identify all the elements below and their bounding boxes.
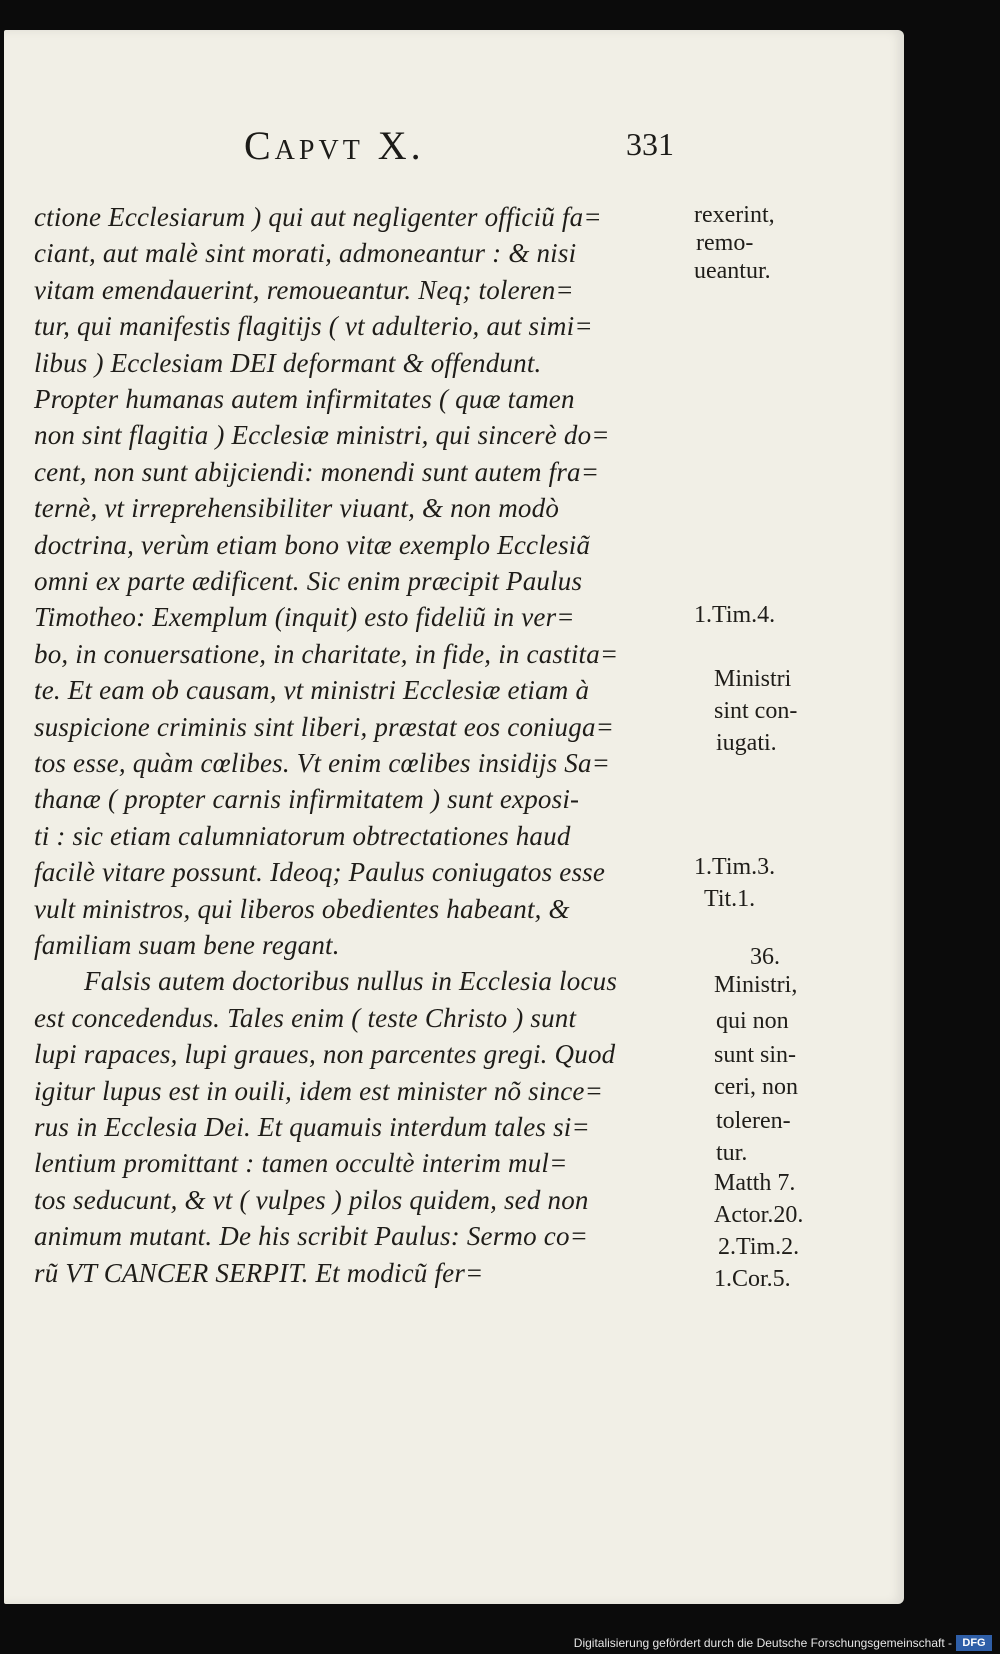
margin-note: ceri, non (714, 1074, 798, 1100)
text-line: tos esse, quàm cœlibes. Vt enim cœlibes insidijs Sa= (34, 748, 611, 778)
margin-note: Actor.20. (714, 1202, 804, 1228)
margin-note: qui non (716, 1008, 789, 1034)
footer-bar (0, 1630, 1000, 1654)
margin-note: Matth 7. (714, 1170, 796, 1196)
text-line: est concedendus. Tales enim ( teste Christo ) sunt (34, 1002, 577, 1033)
page-header (244, 122, 674, 172)
text-line: ciant, aut malè sint morati, admoneantur : & nisi (34, 238, 577, 269)
margin-note: 1.Tim.4. (694, 602, 776, 628)
text-line: libus ) Ecclesiam DEI deformant & offendunt. (34, 347, 542, 378)
margin-note: remo- (696, 230, 754, 256)
text-line: thanæ ( propter carnis infirmitatem ) sunt exposi- (34, 784, 580, 815)
text-line: ternè, vt irreprehensibiliter viuant, & non modò (34, 493, 560, 524)
book-page (4, 30, 904, 1604)
text-line: vult ministros, qui liberos obedientes habeant, & (34, 893, 570, 924)
margin-note: 36. (750, 944, 780, 970)
margin-note: Ministri (714, 666, 792, 692)
margin-note: 1.Cor.5. (714, 1266, 791, 1292)
text-line: te. Et eam ob causam, vt ministri Ecclesiæ etiam à (34, 675, 590, 706)
page-number: 331 (626, 126, 674, 162)
text-line: non sint flagitia ) Ecclesiæ ministri, qui sincerè do= (34, 420, 610, 451)
text-line: animum mutant. De his scribit Paulus: Sermo co= (34, 1221, 589, 1252)
text-line: lupi rapaces, lupi graues, non parcentes gregi. Quod (34, 1039, 616, 1070)
margin-note: tur. (716, 1140, 748, 1166)
text-line: familiam suam bene regant. (34, 930, 340, 960)
text-line: bo, in conuersatione, in charitate, in fide, in castita= (34, 638, 619, 669)
dfg-logo: DFG (956, 1635, 992, 1651)
margin-note: Tit.1. (704, 886, 756, 912)
text-line: cent, non sunt abijciendi: monendi sunt autem fra= (34, 456, 600, 487)
margin-note: sint con- (714, 698, 798, 724)
text-line: rũ VT CANCER SERPIT. Et modicũ fer= (34, 1257, 484, 1288)
text-line: Timotheo: Exemplum (inquit) esto fideliũ in ver= (34, 602, 575, 633)
margin-note: Ministri, (714, 972, 798, 998)
text-line: doctrina, verùm etiam bono vitæ exemplo Ecclesiã (34, 529, 591, 560)
text-line: tur, qui manifestis flagitijs ( vt adulterio, aut simi= (34, 311, 593, 342)
margin-note: toleren- (716, 1108, 791, 1134)
digitization-credit: Digitalisierung gefördert durch die Deutsche Forschungsgemeinschaft - (573, 1636, 952, 1650)
text-line: vitam emendauerint, remoueantur. Neq; toleren= (34, 274, 574, 305)
running-head: Capvt X. (244, 123, 425, 168)
text-line: lentium promittant : tamen occultè interim mul= (34, 1148, 568, 1179)
text-line: Propter humanas autem infirmitates ( quæ tamen (34, 384, 575, 414)
text-line: Falsis autem doctoribus nullus in Ecclesia locus (84, 966, 618, 997)
text-line: ctione Ecclesiarum ) qui aut negligenter officiũ fa= (34, 202, 602, 232)
text-line: omni ex parte ædificent. Sic enim præcipit Paulus (34, 566, 583, 596)
margin-note: 1.Tim.3. (694, 854, 776, 880)
margin-note: iugati. (716, 730, 777, 756)
margin-note: 2.Tim.2. (718, 1234, 800, 1260)
margin-note: sunt sin- (714, 1042, 797, 1068)
margin-note: rexerint, (694, 202, 775, 228)
margin-note: ueantur. (694, 258, 771, 284)
text-line: facilè vitare possunt. Ideoq; Paulus coniugatos esse (34, 857, 606, 888)
text-line: suspicione criminis sint liberi, præstat eos coniuga= (34, 711, 615, 742)
text-line: rus in Ecclesia Dei. Et quamuis interdum tales si= (34, 1112, 590, 1142)
text-line: tos seducunt, & vt ( vulpes ) pilos quidem, sed non (34, 1184, 589, 1215)
text-line: ti : sic etiam calumniatorum obtrectationes haud (34, 820, 571, 851)
text-line: igitur lupus est in ouili, idem est minister nõ since= (34, 1075, 603, 1106)
